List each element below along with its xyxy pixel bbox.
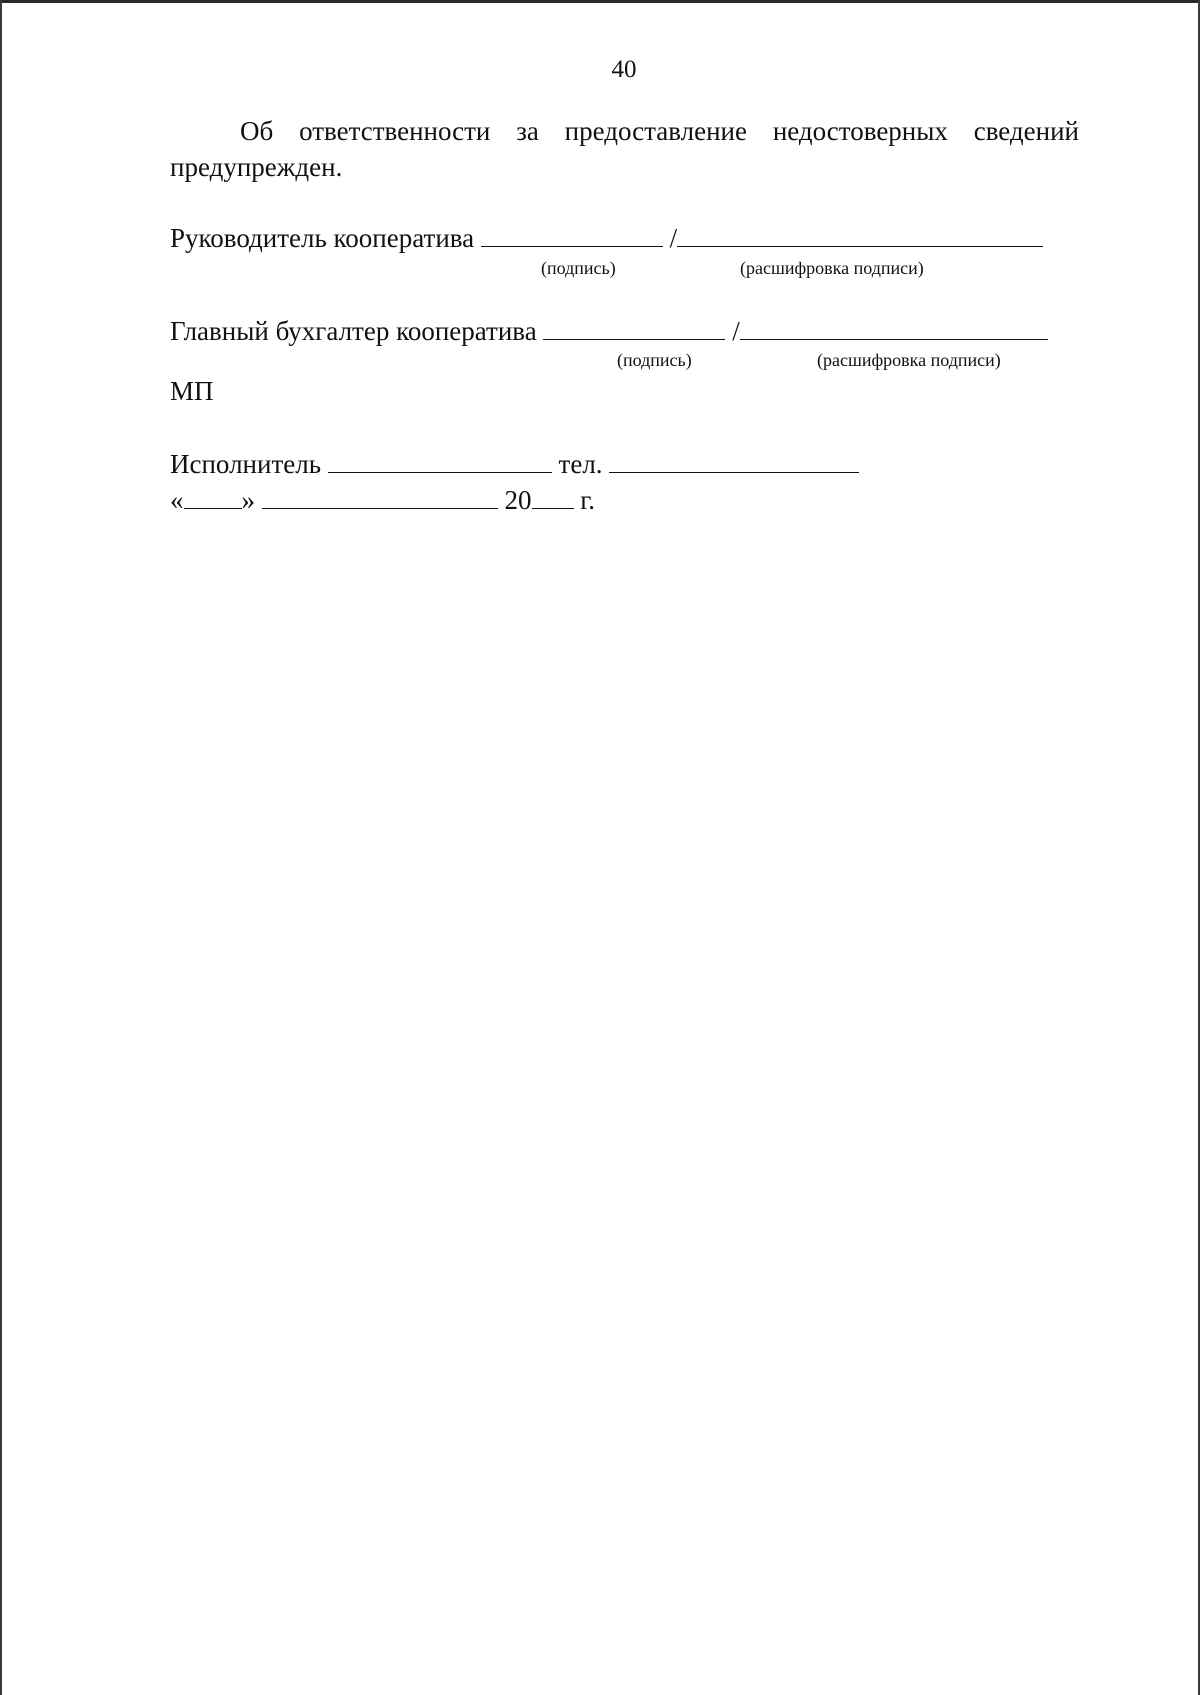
head-decoding-caption: (расшифровка подписи) (740, 258, 924, 278)
scan-border-left (0, 0, 2, 1695)
head-signature-row (170, 223, 1043, 254)
head-decoding-field[interactable] (677, 245, 1043, 247)
day-open-quote: « (170, 485, 184, 515)
date-row (170, 485, 595, 516)
stamp-place-label: МП (170, 376, 214, 406)
year-field[interactable] (532, 507, 574, 509)
accountant-decoding-caption: (расшифровка подписи) (817, 350, 1001, 370)
year-prefix: 20 (504, 485, 532, 515)
accountant-signature-caption: (подпись) (617, 350, 692, 370)
accountant-signature-field[interactable] (543, 338, 725, 340)
accountant-label: Главный бухгалтер кооператива (170, 316, 537, 346)
executor-row (170, 449, 859, 480)
warning-text-line1: Об ответственности за предоставление недостоверных сведений (240, 116, 1079, 146)
head-signature-field[interactable] (481, 245, 663, 247)
accountant-decoding-field[interactable] (740, 338, 1048, 340)
accountant-signature-row (170, 316, 1048, 347)
head-slash: / (669, 223, 678, 253)
executor-name-field[interactable] (328, 471, 552, 473)
head-label: Руководитель кооператива (170, 223, 475, 253)
day-field[interactable] (184, 507, 242, 509)
executor-label: Исполнитель (170, 449, 322, 479)
scan-border-top (0, 0, 1200, 3)
phone-label: тел. (558, 449, 603, 479)
page-number: 40 (611, 56, 637, 83)
warning-text-line2: предупрежден. (170, 152, 343, 182)
phone-field[interactable] (609, 471, 859, 473)
month-field[interactable] (262, 507, 498, 509)
year-suffix: г. (580, 485, 596, 515)
day-close-quote: » (241, 485, 255, 515)
accountant-slash: / (732, 316, 740, 346)
head-signature-caption: (подпись) (541, 258, 616, 278)
